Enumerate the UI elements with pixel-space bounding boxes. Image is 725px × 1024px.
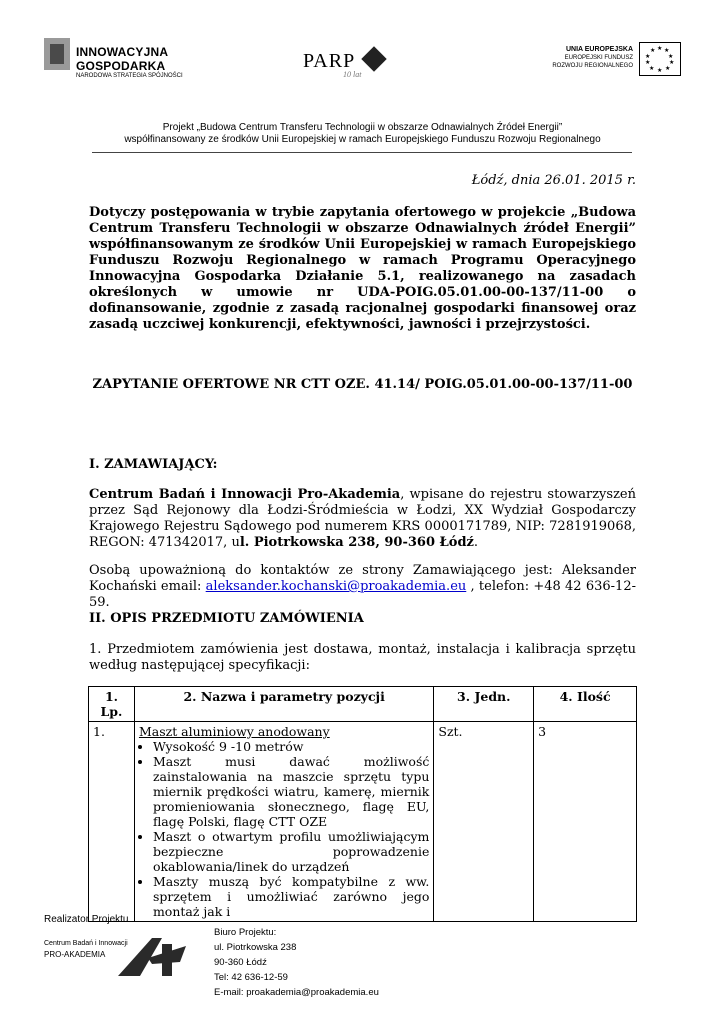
office-city: 90-360 Łódź bbox=[214, 957, 267, 968]
project-office-block bbox=[214, 925, 379, 1000]
eu-logo bbox=[545, 40, 681, 78]
eu-logo-line1: UNIA EUROPEJSKA bbox=[565, 46, 633, 53]
pa-logo-line1: Centrum Badań i Innowacji bbox=[44, 940, 128, 947]
section1-org-paragraph bbox=[89, 487, 636, 551]
office-label: Biuro Projektu: bbox=[214, 927, 277, 938]
table-header-row bbox=[89, 687, 637, 722]
footer-realizator-label: Realizator Projektu bbox=[44, 914, 129, 925]
office-street: ul. Piotrkowska 238 bbox=[214, 942, 297, 953]
parp-logo-text: PARP bbox=[303, 50, 356, 72]
innowacyjna-gospodarka-logo bbox=[44, 38, 184, 82]
parp-logo-mark bbox=[361, 46, 386, 71]
eu-logo-line3: ROZWOJU REGIONALNEGO bbox=[552, 63, 633, 69]
pa-logo-line2: PRO-AKADEMIA bbox=[44, 950, 106, 959]
org-text: , wpisane do rejestru stowarzyszeń przez Sąd Rejonowy dla Łodzi-Śródmieścia w Łodzi, XX Wydział Gospodarczy Krajowego Rejestru Sądowego pod numerem KRS 0000171789, NIP: 7281919068, REGON: 471342017, u bbox=[89, 487, 636, 550]
parp-logo-sub: 10 lat bbox=[343, 70, 362, 79]
table-header-lp: 1. Lp. bbox=[89, 687, 135, 722]
section1-contact-paragraph bbox=[89, 563, 636, 611]
project-line-1: Projekt „Budowa Centrum Transferu Technologii w obszarze Odnawialnych Źródeł Energii” bbox=[162, 122, 563, 133]
row-bullets bbox=[139, 739, 429, 919]
contact-text: Osobą upoważnioną do kontaktów ze strony Zamawiającego jest: Aleksander Kochański email: bbox=[89, 563, 636, 594]
row-unit: Szt. bbox=[434, 722, 534, 922]
document-date: Łódź, dnia 26.01. 2015 r. bbox=[471, 173, 636, 188]
table-row bbox=[89, 722, 637, 922]
table-header-unit: 3. Jedn. bbox=[434, 687, 534, 722]
ig-logo-line2: GOSPODARKA bbox=[76, 59, 166, 73]
eu-logo-line2: EUROPEJSKI FUNDUSZ bbox=[564, 55, 633, 61]
ig-logo-line3: NARODOWA STRATEGIA SPÓJNOŚCI bbox=[76, 73, 183, 79]
row-name-cell bbox=[134, 722, 433, 922]
project-line-2: współfinansowany ze środków Unii Europejskiej w ramach Europejskiego Funduszu Rozwoju Regionalnego bbox=[124, 134, 601, 145]
row-bullet: • Maszt musi dawać możliwość zainstalowania na maszcie sprzętu typu miernik prędkości wiatru, kamerę, miernik promieniowania słonecznego, flagę EU, flagę Polski, flagę CTT OZE bbox=[153, 754, 429, 829]
row-lp: 1. bbox=[89, 722, 135, 922]
contact-email-link[interactable]: aleksander.kochanski@proakademia.eu bbox=[205, 579, 467, 594]
document-title: ZAPYTANIE OFERTOWE NR CTT OZE. 41.14/ POIG.05.01.00-00-137/11-00 bbox=[92, 377, 633, 392]
eu-flag-icon: ★ ★ ★ ★ ★ ★ ★ ★ ★ ★ bbox=[639, 42, 681, 76]
org-end: . bbox=[473, 535, 479, 550]
section1-heading: I. ZAMAWIAJĄCY: bbox=[89, 457, 218, 472]
row-qty: 3 bbox=[534, 722, 637, 922]
table-header-qty: 4. Ilość bbox=[534, 687, 637, 722]
row-item-name: Maszt aluminiowy anodowany bbox=[138, 724, 330, 739]
pa-logo-mark-icon bbox=[118, 938, 186, 976]
row-bullet: • Wysokość 9 -10 metrów bbox=[153, 739, 429, 754]
pro-akademia-logo bbox=[44, 938, 194, 978]
row-bullet: • Maszty muszą być kompatybilne z ww. sprzętem i umożliwiać zarówno jego montaż jak i bbox=[153, 874, 429, 919]
header-divider bbox=[92, 152, 632, 153]
specification-table bbox=[88, 686, 637, 922]
office-phone: Tel: 42 636-12-59 bbox=[214, 972, 288, 983]
parp-logo bbox=[303, 42, 403, 80]
org-name: Centrum Badań i Innowacji Pro-Akademia bbox=[89, 487, 401, 502]
contact-phone: , telefon: +48 42 636-12-59. bbox=[89, 579, 636, 610]
section2-heading: II. OPIS PRZEDMIOTU ZAMÓWIENIA bbox=[89, 611, 364, 626]
intro-paragraph: Dotyczy postępowania w trybie zapytania ofertowego w projekcie „Budowa Centrum Transferu Technologii w obszarze Odnawialnych źródeł Energii” współfinansowanym ze środków Unii Europejskiej w ramach Europejskiego Funduszu Rozwoju Regionalnego w ramach Programu Operacyjnego Innowacyjna Gospodarka Działanie 5.1, realizowanego na zasadach określonych w umowie nr UDA-POIG.05.01.00-00-137/11-00 o dofinansowanie, zgodnie z zasadą racjonalnej gospodarki finansowej oraz zasadą uczciwej konkurencji, efektywności, jawności i przejrzystości. bbox=[89, 205, 636, 332]
org-address: l. Piotrkowska 238, 90-360 Łódź bbox=[239, 535, 474, 550]
ig-logo-mark bbox=[44, 38, 70, 70]
table-header-name: 2. Nazwa i parametry pozycji bbox=[134, 687, 433, 722]
ig-logo-line1: INNOWACYJNA bbox=[76, 45, 169, 59]
office-email: E-mail: proakademia@proakademia.eu bbox=[214, 987, 379, 998]
section2-text: 1. Przedmiotem zamówienia jest dostawa, montaż, instalacja i kalibracja sprzętu według następującej specyfikacji: bbox=[89, 642, 636, 673]
eu-logo-text bbox=[552, 46, 633, 70]
row-bullet: • Maszt o otwartym profilu umożliwiającym bezpieczne poprowadzenie okablowania/linek do urządzeń bbox=[153, 829, 429, 874]
